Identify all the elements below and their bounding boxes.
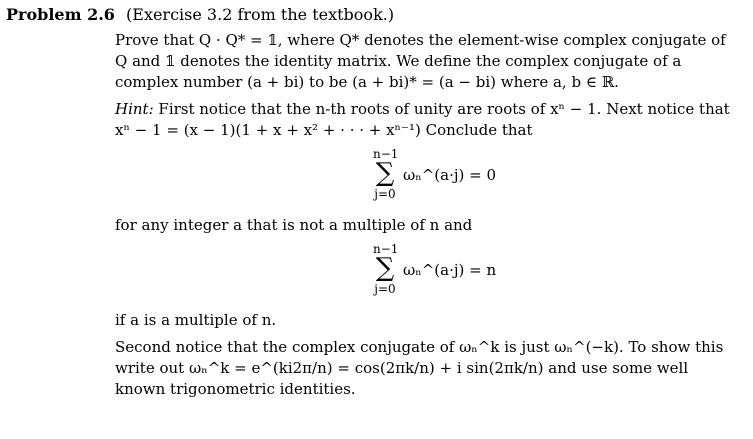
sigma-glyph: ∑ [375,253,395,283]
sum-equation-n [115,242,740,304]
sum-equation-zero [115,147,740,209]
sigma-glyph: ∑ [375,158,395,188]
middle-text: for any integer a that is not a multiple of n and [115,216,473,234]
multiple-condition-text: if a is a multiple of n. [115,311,277,329]
statement-paragraph: Prove that Q · Q* = 𝟙, where Q* denotes the element-wise complex conjugate of Q and 𝟙 denotes the identity matrix. We define the complex conjugate of a complex number (a + bi) to be (a + bi)* = (a − bi) where a, b ∈ ℝ. [115,31,726,91]
hint-label: Hint: [115,100,154,118]
problem-header [6,4,394,26]
problem-body [115,30,740,406]
sum-upper-limit: n−1 [373,147,399,161]
sum-lower-limit: j=0 [374,282,396,296]
hint-text: First notice that the n-th roots of unity are roots of xⁿ − 1. Next notice that xⁿ − 1 = (x − 1)(1 + x + x² + · · · + xⁿ⁻¹) Conclude that [115,100,730,139]
sum-expression: ωₙ^(a·j) = n [403,261,497,279]
problem-number: Problem 2.6 [6,5,115,24]
sum-upper-limit: n−1 [373,242,399,256]
second-hint-paragraph: Second notice that the complex conjugate of ωₙ^k is just ωₙ^(−k). To show this write out ωₙ^k = e^(ki2π/n) = cos(2πk/n) + i sin(2πk/n) and use some well known trigonometric identities. [115,338,724,398]
problem-source: (Exercise 3.2 from the textbook.) [126,5,395,24]
sum-lower-limit: j=0 [374,187,396,201]
sum-expression: ωₙ^(a·j) = 0 [403,166,497,184]
hint-paragraph [115,99,740,141]
